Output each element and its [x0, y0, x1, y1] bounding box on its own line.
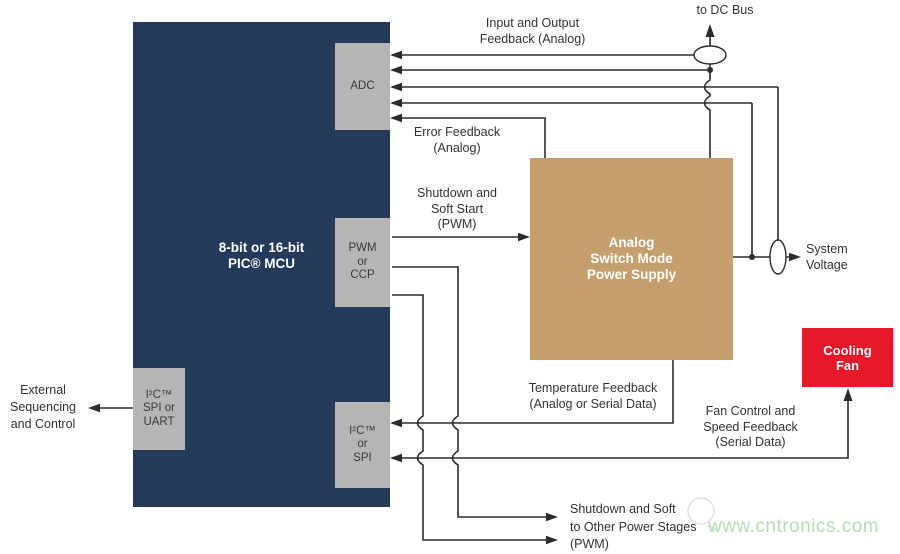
power-supply-line1: Analog — [608, 235, 655, 250]
i2c-spi-uart-line3: UART — [143, 415, 175, 428]
power-supply-line3: Power Supply — [586, 267, 677, 282]
label-system-voltage — [806, 242, 848, 273]
i2c-spi-uart-line2: SPI or — [143, 402, 175, 415]
watermark-text: www.cntronics.com — [708, 516, 880, 537]
label-shutdown-line1: Shutdown and — [417, 186, 497, 200]
label-shutother-line3: (PWM) — [570, 537, 609, 551]
power-supply-line2: Switch Mode — [590, 251, 673, 266]
i2c-spi-line1: I²C™ — [349, 424, 376, 437]
i2c-spi-uart-line1: I²C™ — [145, 388, 173, 401]
sense-bubbles — [694, 46, 786, 274]
i2c-spi-line2: or — [357, 438, 368, 451]
label-sysv-line1: System — [806, 242, 848, 256]
junction-dot — [749, 254, 755, 260]
shutdown-soft-start-wire — [392, 233, 530, 242]
pwm-ccp-line2: or — [357, 255, 368, 268]
label-input-output-feedback — [450, 16, 615, 47]
dc-bus-sense-bubble — [694, 46, 726, 64]
system-voltage-sense-bubble — [770, 240, 786, 274]
mcu-label-line1: 8-bit or 16-bit — [218, 240, 305, 255]
external-sequencing-wire — [88, 404, 133, 413]
label-fanctl-line3: (Serial Data) — [715, 435, 786, 449]
cooling-fan-line1: Cooling — [823, 342, 872, 358]
label-shutother-line1: Shutdown and Soft — [570, 502, 676, 516]
label-shutdown-line2: Soft Start — [430, 201, 484, 216]
label-fanctl-line1: Fan Control and — [705, 404, 796, 418]
label-ext-line3: and Control — [10, 417, 76, 431]
label-error-line1: Error Feedback — [413, 125, 501, 139]
label-temp-line2: (Analog or Serial Data) — [529, 396, 657, 411]
label-shutdown-soft-start — [398, 186, 516, 233]
system-voltage-wire — [733, 253, 801, 262]
junction-dot — [707, 67, 713, 73]
dc-bus-wire — [705, 24, 715, 158]
adc-label: ADC — [350, 79, 375, 92]
label-ext-line1: External — [20, 383, 66, 397]
label-sysv-line2: Voltage — [806, 257, 848, 272]
label-shutother-line2: to Other Power Stages — [570, 519, 697, 534]
label-io-line1: Input and Output — [485, 16, 580, 30]
mcu-label-line2: PIC® MCU — [228, 256, 295, 271]
label-ext-line2: Sequencing — [9, 400, 77, 414]
pwm-ccp-line1: PWM — [348, 242, 377, 255]
pwm-ccp-line3: CCP — [350, 269, 375, 282]
cooling-fan-line2: Fan — [835, 357, 860, 373]
label-external-sequencing — [0, 382, 86, 433]
label-temperature-feedback — [507, 381, 679, 412]
label-error-line2: (Analog) — [433, 140, 481, 155]
label-fanctl-line2: Speed Feedback — [703, 419, 798, 434]
label-error-feedback — [398, 125, 516, 156]
label-to-dc-bus: to DC Bus — [696, 3, 754, 17]
label-fan-control — [688, 404, 813, 451]
label-io-line2: Feedback (Analog) — [479, 31, 586, 46]
label-temp-line1: Temperature Feedback — [528, 381, 658, 395]
i2c-spi-line3: SPI — [353, 451, 372, 464]
label-shutdown-line3: (PWM) — [437, 217, 477, 231]
